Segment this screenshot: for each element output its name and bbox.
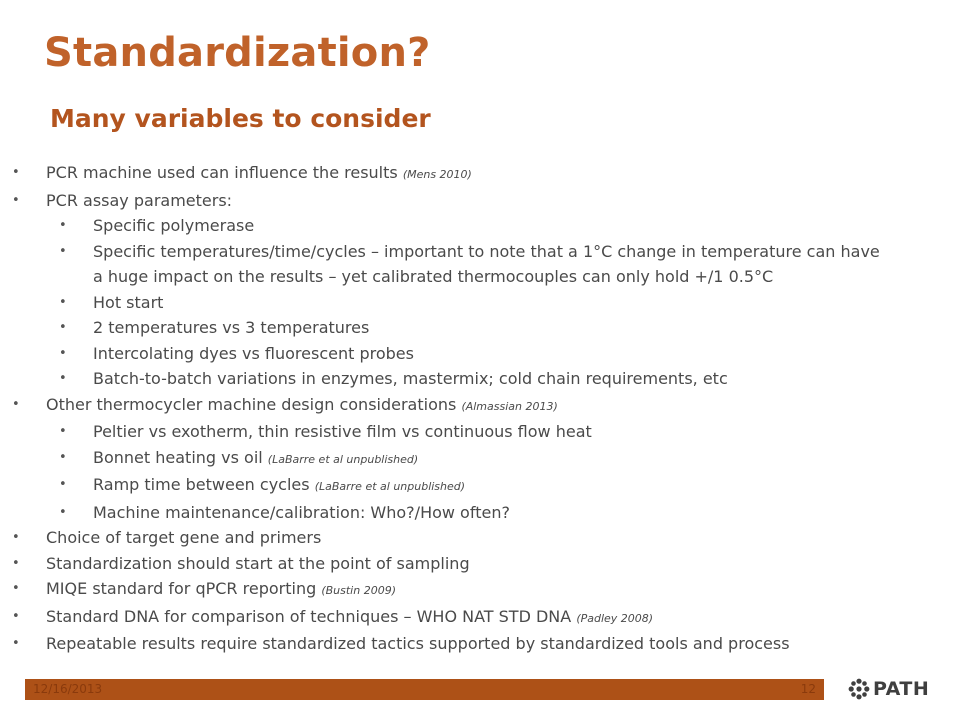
sub-bullet-item xyxy=(0,419,960,445)
bullet-marker: • xyxy=(12,192,20,208)
bullet-text: Hot start xyxy=(93,292,164,312)
path-logo xyxy=(848,678,929,700)
bullet-marker: • xyxy=(12,396,20,412)
bullet-marker: • xyxy=(12,608,20,624)
bullet-marker: • xyxy=(12,165,20,180)
reference-citation: (LaBarre et al unpublished) xyxy=(267,452,419,466)
bullet-item xyxy=(0,188,960,214)
bullet-text: Intercolating dyes vs fluorescent probes xyxy=(93,343,414,363)
path-logo-mark-icon xyxy=(848,678,870,700)
reference-citation: (Mens 2010) xyxy=(402,168,472,181)
bullet-text: Choice of target gene and primers xyxy=(46,528,322,547)
bullet-text: Peltier vs exotherm, thin resistive film vs continuous flow heat xyxy=(93,422,592,441)
bullet-text: Ramp time between cycles xyxy=(93,475,315,494)
footer-bar xyxy=(25,679,824,700)
bullet-list xyxy=(0,160,960,657)
slide-subtitle: Many variables to consider xyxy=(50,104,431,133)
bullet-marker: • xyxy=(12,636,20,651)
bullet-item xyxy=(0,160,960,188)
bullet-text: Other thermocycler machine design considerations xyxy=(46,394,462,414)
bullet-item xyxy=(0,525,960,551)
sub-bullet-item xyxy=(0,315,960,341)
bullet-text: Standardization should start at the point of sampling xyxy=(46,553,470,573)
bullet-text: Machine maintenance/calibration: Who?/How often? xyxy=(93,502,510,522)
sub-bullet-item xyxy=(0,472,960,500)
bullet-text: 2 temperatures vs 3 temperatures xyxy=(93,318,370,337)
reference-citation: (Bustin 2009) xyxy=(321,584,396,597)
bullet-marker: • xyxy=(12,555,20,571)
reference-citation: (LaBarre et al unpublished) xyxy=(314,480,466,493)
bullet-text: Bonnet heating vs oil xyxy=(93,447,268,467)
slide-title: Standardization? xyxy=(44,30,431,76)
sub-bullet-item xyxy=(0,445,960,473)
bullet-marker: • xyxy=(59,504,67,520)
bullet-text: Specific polymerase xyxy=(93,216,255,235)
bullet-item xyxy=(0,392,960,420)
bullet-marker: • xyxy=(59,371,67,386)
sub-bullet-item xyxy=(0,239,960,290)
bullet-text: PCR machine used can influence the results xyxy=(46,163,403,182)
bullet-item xyxy=(0,631,960,657)
bullet-marker: • xyxy=(12,581,20,596)
bullet-text: PCR assay parameters: xyxy=(46,190,233,210)
bullet-marker: • xyxy=(59,320,67,335)
bullet-text: Batch-to-batch variations in enzymes, mastermix; cold chain requirements, etc xyxy=(93,369,728,388)
slide-number: 12 xyxy=(800,682,816,696)
bullet-marker: • xyxy=(12,530,20,545)
bullet-text-line-1: Specific temperatures/time/cycles – important to note that a 1°C change in temperature can have xyxy=(93,241,880,261)
reference-citation: (Almassian 2013) xyxy=(461,399,558,413)
bullet-text-line-2: a huge impact on the results – yet calibrated thermocouples can only hold +/1 0.5°C xyxy=(93,267,774,286)
footer-date: 12/16/2013 xyxy=(33,682,103,696)
sub-bullet-item xyxy=(0,213,960,239)
reference-citation: (Padley 2008) xyxy=(576,611,654,625)
sub-bullet-item xyxy=(0,341,960,367)
sub-bullet-item xyxy=(0,290,960,316)
path-logo-text: PATH xyxy=(873,678,930,700)
bullet-item xyxy=(0,604,960,632)
bullet-marker: • xyxy=(59,449,67,465)
sub-bullet-item xyxy=(0,366,960,392)
bullet-marker: • xyxy=(59,243,67,259)
bullet-item xyxy=(0,576,960,604)
bullet-marker: • xyxy=(59,218,67,233)
bullet-item xyxy=(0,551,960,577)
bullet-text: MIQE standard for qPCR reporting xyxy=(46,579,322,598)
bullet-text: Repeatable results require standardized tactics supported by standardized tools and process xyxy=(46,634,790,653)
bullet-marker: • xyxy=(59,345,67,361)
bullet-text: Standard DNA for comparison of techniques – WHO NAT STD DNA xyxy=(46,606,577,626)
bullet-marker: • xyxy=(59,424,67,439)
sub-bullet-item xyxy=(0,500,960,526)
bullet-marker: • xyxy=(59,294,67,310)
bullet-marker: • xyxy=(59,477,67,492)
